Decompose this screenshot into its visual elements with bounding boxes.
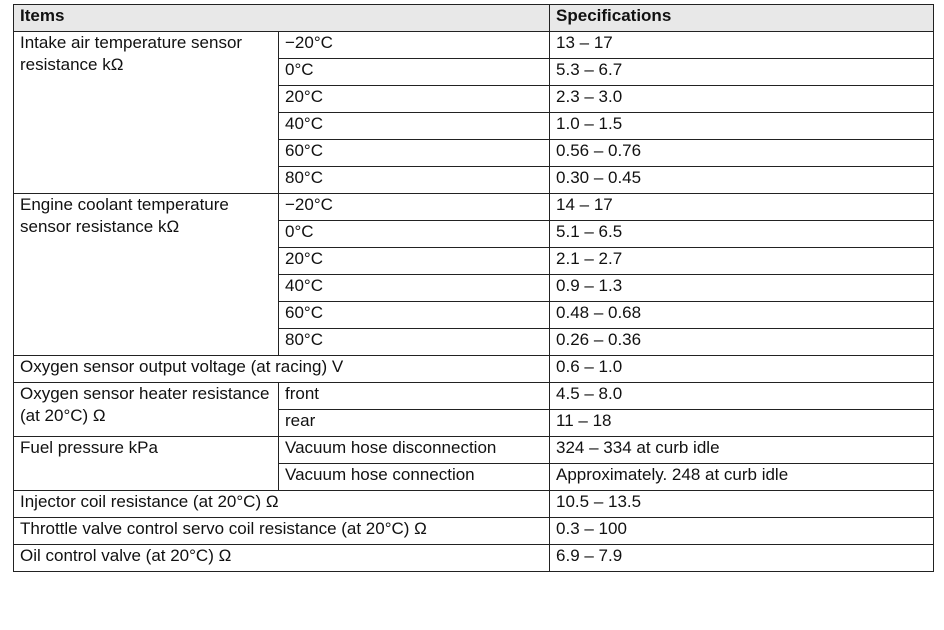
spec-cell: 0.30 – 0.45 xyxy=(550,167,934,194)
spec-cell: 1.0 – 1.5 xyxy=(550,113,934,140)
condition-cell: 40°C xyxy=(279,113,550,140)
table-row xyxy=(14,194,934,221)
spec-cell: 11 – 18 xyxy=(550,410,934,437)
table-row xyxy=(14,545,934,572)
condition-cell: 80°C xyxy=(279,329,550,356)
condition-cell: 0°C xyxy=(279,221,550,248)
header-specifications: Specifications xyxy=(550,5,934,32)
item-cell: Intake air temperature sensor resistance kΩ xyxy=(14,32,279,194)
spec-cell: 2.1 – 2.7 xyxy=(550,248,934,275)
condition-cell: −20°C xyxy=(279,32,550,59)
spec-cell: 0.26 – 0.36 xyxy=(550,329,934,356)
spec-cell: 14 – 17 xyxy=(550,194,934,221)
condition-cell: Vacuum hose connection xyxy=(279,464,550,491)
item-cell: Oil control valve (at 20°C) Ω xyxy=(14,545,550,572)
spec-cell: 13 – 17 xyxy=(550,32,934,59)
table-row xyxy=(14,491,934,518)
spec-cell: 5.1 – 6.5 xyxy=(550,221,934,248)
condition-cell: 60°C xyxy=(279,302,550,329)
table-row xyxy=(14,518,934,545)
spec-cell: 0.56 – 0.76 xyxy=(550,140,934,167)
condition-cell: 80°C xyxy=(279,167,550,194)
spec-cell: 0.6 – 1.0 xyxy=(550,356,934,383)
spec-cell: 10.5 – 13.5 xyxy=(550,491,934,518)
spec-cell: Approximately. 248 at curb idle xyxy=(550,464,934,491)
header-row xyxy=(14,5,934,32)
condition-cell: 40°C xyxy=(279,275,550,302)
spec-cell: 0.48 – 0.68 xyxy=(550,302,934,329)
specifications-table xyxy=(13,4,934,572)
condition-cell: 20°C xyxy=(279,248,550,275)
condition-cell: 60°C xyxy=(279,140,550,167)
spec-cell: 0.3 – 100 xyxy=(550,518,934,545)
spec-cell: 6.9 – 7.9 xyxy=(550,545,934,572)
item-cell: Fuel pressure kPa xyxy=(14,437,279,491)
condition-cell: 20°C xyxy=(279,86,550,113)
condition-cell: −20°C xyxy=(279,194,550,221)
item-cell: Injector coil resistance (at 20°C) Ω xyxy=(14,491,550,518)
table-row xyxy=(14,32,934,59)
item-cell: Engine coolant temperature sensor resistance kΩ xyxy=(14,194,279,356)
spec-cell: 324 – 334 at curb idle xyxy=(550,437,934,464)
spec-cell: 0.9 – 1.3 xyxy=(550,275,934,302)
header-items: Items xyxy=(14,5,550,32)
item-cell: Oxygen sensor output voltage (at racing) V xyxy=(14,356,550,383)
condition-cell: front xyxy=(279,383,550,410)
table-row xyxy=(14,356,934,383)
item-cell: Oxygen sensor heater resistance (at 20°C) Ω xyxy=(14,383,279,437)
spec-cell: 5.3 – 6.7 xyxy=(550,59,934,86)
table-row xyxy=(14,383,934,410)
item-cell: Throttle valve control servo coil resistance (at 20°C) Ω xyxy=(14,518,550,545)
condition-cell: Vacuum hose disconnection xyxy=(279,437,550,464)
spec-cell: 2.3 – 3.0 xyxy=(550,86,934,113)
table-row xyxy=(14,437,934,464)
condition-cell: rear xyxy=(279,410,550,437)
spec-cell: 4.5 – 8.0 xyxy=(550,383,934,410)
condition-cell: 0°C xyxy=(279,59,550,86)
